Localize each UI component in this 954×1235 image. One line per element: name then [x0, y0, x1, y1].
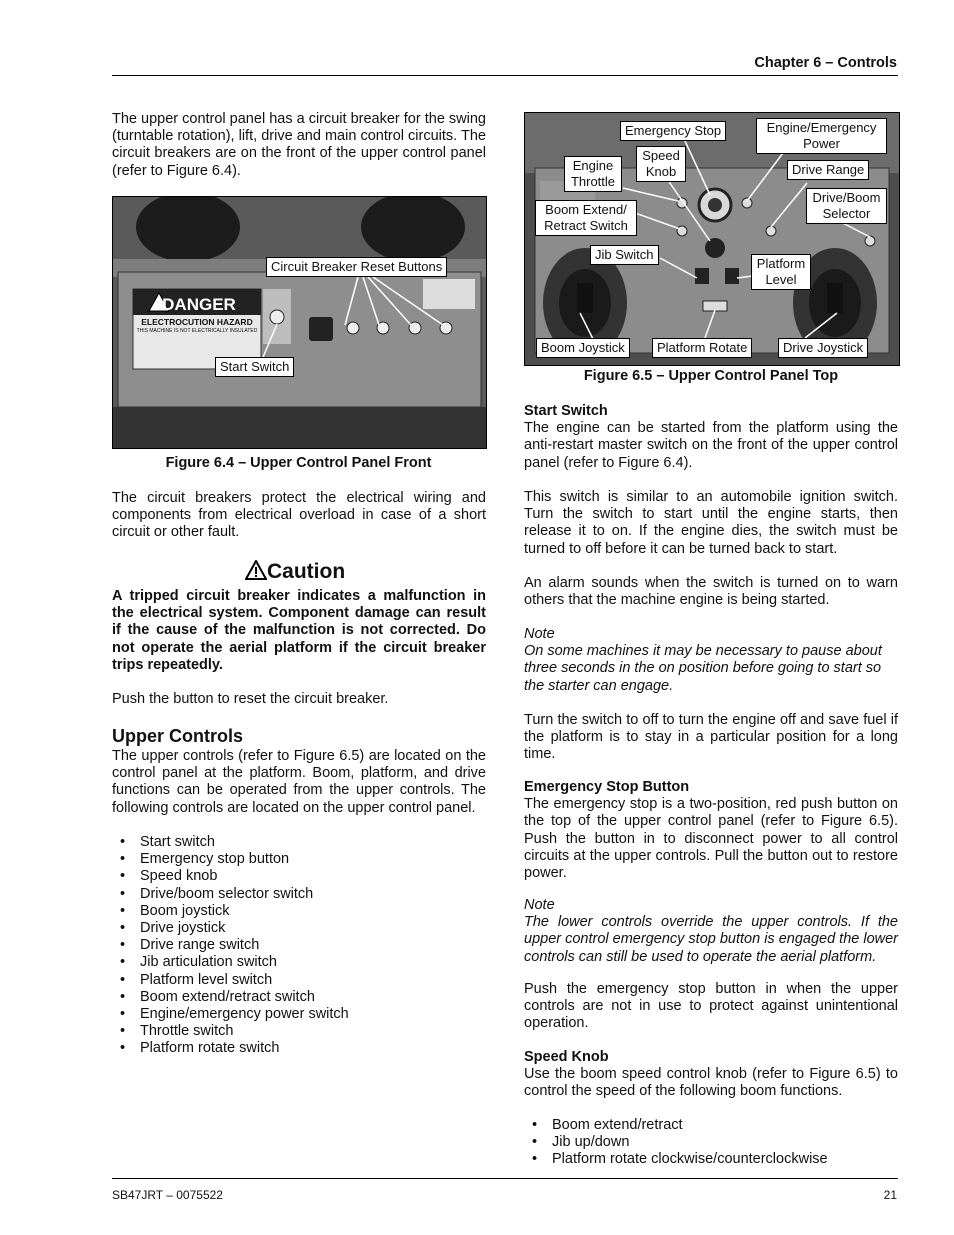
- list-item: • Throttle switch: [112, 1023, 486, 1040]
- callout-platform-rotate: Platform Rotate: [652, 338, 752, 358]
- danger-subtitle: ELECTROCUTION HAZARD: [141, 317, 253, 327]
- upper-controls-text: The upper controls (refer to Figure 6.5) are located on the control panel at the platform. Boom, platform, and drive functions can be operated from the upper controls. The following controls are located on the upper control panel.: [112, 748, 486, 816]
- controls-list: [112, 834, 486, 1058]
- list-item: • Boom extend/retract: [524, 1117, 898, 1134]
- alarm-paragraph: An alarm sounds when the switch is turned on to warn others that the machine engine is being started.: [524, 575, 898, 609]
- figure-6-5-caption: Figure 6.5 – Upper Control Panel Top: [583, 368, 839, 384]
- callout-drive-range: Drive Range: [787, 160, 869, 180]
- start-switch-heading: Start Switch: [524, 403, 608, 419]
- upper-controls-heading: Upper Controls: [112, 726, 244, 746]
- note-1: [524, 626, 898, 695]
- figure-6-4-photo: [112, 196, 487, 449]
- list-item: • Drive joystick: [112, 920, 486, 937]
- callout-emergency-stop: Emergency Stop: [620, 121, 726, 141]
- speed-knob-section: [524, 1049, 898, 1101]
- callout-jib-switch: Jib Switch: [590, 245, 659, 265]
- emergency-stop-section: [524, 779, 898, 882]
- turn-off-paragraph: Turn the switch to off to turn the engine off and save fuel if the platform is to stay in a particular position for a long time.: [524, 712, 898, 763]
- ignition-paragraph: This switch is similar to an automobile ignition switch. Turn the switch to start until the engine starts, then release it to on. If the engine dies, the switch must be turned to off before it can be turned back to start.: [524, 489, 898, 557]
- list-item: • Engine/emergency power switch: [112, 1006, 486, 1023]
- callout-boom-joystick: Boom Joystick: [536, 338, 630, 358]
- callout-platform-level: Platform Level: [751, 254, 811, 290]
- note-2-text: The lower controls override the upper controls. If the upper control emergency stop button is engaged the lower controls can still be used to operate the aerial platform.: [524, 914, 899, 965]
- speed-functions-list: [524, 1117, 898, 1169]
- callout-boom-extend-retract: Boom Extend/ Retract Switch: [535, 200, 637, 236]
- list-item: • Boom extend/retract switch: [112, 989, 486, 1006]
- list-item: • Jib up/down: [524, 1134, 898, 1151]
- chapter-header: Chapter 6 – Controls: [754, 55, 897, 71]
- footer-rule: [112, 1178, 898, 1179]
- note-2-label: Note: [524, 897, 555, 913]
- page-number: 21: [883, 1188, 897, 1202]
- warning-triangle-icon: [245, 560, 267, 580]
- start-switch-text: The engine can be started from the platform using the anti-restart master switch on the front of the upper control panel (refer to Figure 6.4).: [524, 420, 898, 471]
- list-item: • Platform rotate clockwise/counterclockwise: [524, 1151, 898, 1168]
- figure-6-4-caption: Figure 6.4 – Upper Control Panel Front: [165, 455, 432, 471]
- emergency-stop-heading: Emergency Stop Button: [524, 779, 690, 795]
- intro-paragraph: The upper control panel has a circuit breaker for the swing (turntable rotation), lift, drive and main control circuits. The circuit breakers are on the front of the upper control panel (refer to Figure 6.4).: [112, 111, 486, 179]
- caution-heading: Caution: [245, 560, 345, 584]
- list-item: • Drive/boom selector switch: [112, 886, 486, 903]
- note-1-text: On some machines it may be necessary to pause about three seconds in the on position before going to start so the starter can engage.: [524, 643, 882, 694]
- emergency-stop-text: The emergency stop is a two-position, red push button on the top of the upper control panel (refer to Figure 6.5). Push the button in to disconnect power to all control circuits at the upper controls. Pull the button out to restore power.: [524, 796, 898, 882]
- push-reset-text: Push the button to reset the circuit breaker.: [112, 691, 389, 707]
- list-item: • Jib articulation switch: [112, 954, 486, 971]
- header-rule: [112, 75, 898, 76]
- callout-engine-emergency-power: Engine/Emergency Power: [756, 118, 887, 154]
- list-item: • Boom joystick: [112, 903, 486, 920]
- callout-circuit-breakers: Circuit Breaker Reset Buttons: [266, 257, 447, 277]
- list-item: • Drive range switch: [112, 937, 486, 954]
- breaker-paragraph: The circuit breakers protect the electrical wiring and components from electrical overload in case of a short circuit or other fault.: [112, 490, 486, 541]
- callout-engine-throttle: Engine Throttle: [564, 156, 622, 192]
- list-item: • Platform rotate switch: [112, 1040, 486, 1057]
- caution-text: A tripped circuit breaker indicates a malfunction in the electrical system. Component damage can result if the cause of the malfunction is not corrected. Do not operate the aerial platform if the circuit breaker trips repeatedly.: [112, 588, 486, 673]
- callout-drive-joystick: Drive Joystick: [778, 338, 868, 358]
- speed-knob-text: Use the boom speed control knob (refer to Figure 6.5) to control the speed of the following boom functions.: [524, 1066, 898, 1100]
- note-1-label: Note: [524, 626, 555, 642]
- doc-number: SB47JRT – 0075522: [112, 1188, 223, 1202]
- start-switch-section: [524, 403, 898, 472]
- danger-title: DANGER: [162, 295, 236, 314]
- list-item: • Platform level switch: [112, 972, 486, 989]
- callout-speed-knob: Speed Knob: [636, 146, 686, 182]
- speed-knob-heading: Speed Knob: [524, 1049, 609, 1065]
- note-2: [524, 897, 898, 966]
- danger-subtitle-2: THIS MACHINE IS NOT ELECTRICALLY INSULATED: [136, 328, 258, 334]
- callout-start-switch: Start Switch: [215, 357, 294, 377]
- list-item: • Speed knob: [112, 868, 486, 885]
- list-item: • Start switch: [112, 834, 486, 851]
- list-item: • Emergency stop button: [112, 851, 486, 868]
- push-estop-paragraph: Push the emergency stop button in when the upper controls are not in use to protect against unintentional operation.: [524, 981, 898, 1032]
- callout-drive-boom-selector: Drive/Boom Selector: [806, 188, 887, 224]
